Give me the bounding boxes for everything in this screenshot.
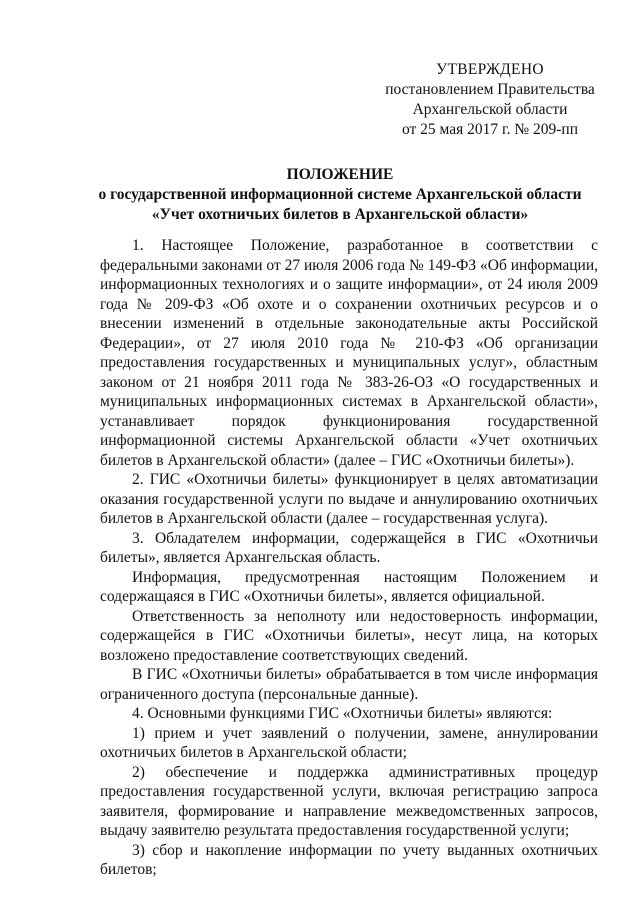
- list-item-1: 1) прием и учет заявлений о получении, замене, аннулировании охотничьих билетов в Архангельской области;: [100, 724, 598, 761]
- paragraph-2: 2. ГИС «Охотничьи билеты» функционирует в целях автоматизации оказания государственной услуги по выдаче и аннулированию охотничьих билетов в Архангельской области (далее – государственная услуга).: [100, 471, 598, 527]
- approval-issuer: постановлением Правительства: [385, 81, 595, 98]
- paragraph-3: 3. Обладателем информации, содержащейся в ГИС «Охотничьи билеты», является Архангельская область.: [100, 529, 598, 566]
- list-item-2: 2) обеспечение и поддержка административных процедур предоставления государственной услуги, включая регистрацию запроса заявителя, формирование и направление межведомственных запросов, выдачу заявителю результата предоставления государственной услуги;: [100, 763, 598, 839]
- paragraph-1: 1. Настоящее Положение, разработанное в соответствии с федеральными законами от 27 июля 2006 года № 149-ФЗ «Об информации, информационных технологиях и о защите информации», от 24 июля 2009 года № 209-ФЗ «Об охоте и о сохранении охотничьих ресурсов и о внесении изменений в отдельные законодательные акты Российской Федерации», от 27 июля 2010 года № 210-ФЗ «Об организации предоставления государственных и муниципальных услуг», областным законом от 21 ноября 2011 года № 383-26-ОЗ «О государственных и муниципальных информационных системах в Архангельской области», устанавливает порядок функционирования государственной информационной системы Архангельской области «Учет охотничьих билетов в Архангельской области» (далее – ГИС «Охотничьи билеты»).: [100, 237, 598, 469]
- approval-region: Архангельской области: [412, 101, 568, 118]
- document-title: [70, 165, 610, 225]
- paragraph-4: Информация, предусмотренная настоящим Положением и содержащаяся в ГИС «Охотничьи билеты», является официальной.: [100, 568, 598, 605]
- approval-date: от 25 мая 2017 г. № 209-пп: [401, 121, 579, 138]
- paragraph-7: 4. Основными функциями ГИС «Охотничьи билеты» являются:: [132, 705, 553, 722]
- approval-title: УТВЕРЖДЕНО: [436, 61, 544, 78]
- title-heading: ПОЛОЖЕНИЕ: [286, 166, 394, 183]
- list-item-3: 3) сбор и накопление информации по учету выданных охотничьих билетов;: [100, 841, 598, 878]
- approval-stamp: [370, 60, 610, 140]
- title-subtitle-1: о государственной информационной системе Архангельской области: [98, 186, 582, 203]
- document-body: [100, 236, 598, 880]
- title-subtitle-2: «Учет охотничьих билетов в Архангельской области»: [151, 206, 529, 223]
- paragraph-5: Ответственность за неполноту или недостоверность информации, содержащейся в ГИС «Охотничьи билеты», несут лица, на которых возложено предоставление соответствующих сведений.: [100, 607, 598, 664]
- paragraph-6: В ГИС «Охотничьи билеты» обрабатывается в том числе информация ограниченного доступа (персональные данные).: [100, 666, 598, 703]
